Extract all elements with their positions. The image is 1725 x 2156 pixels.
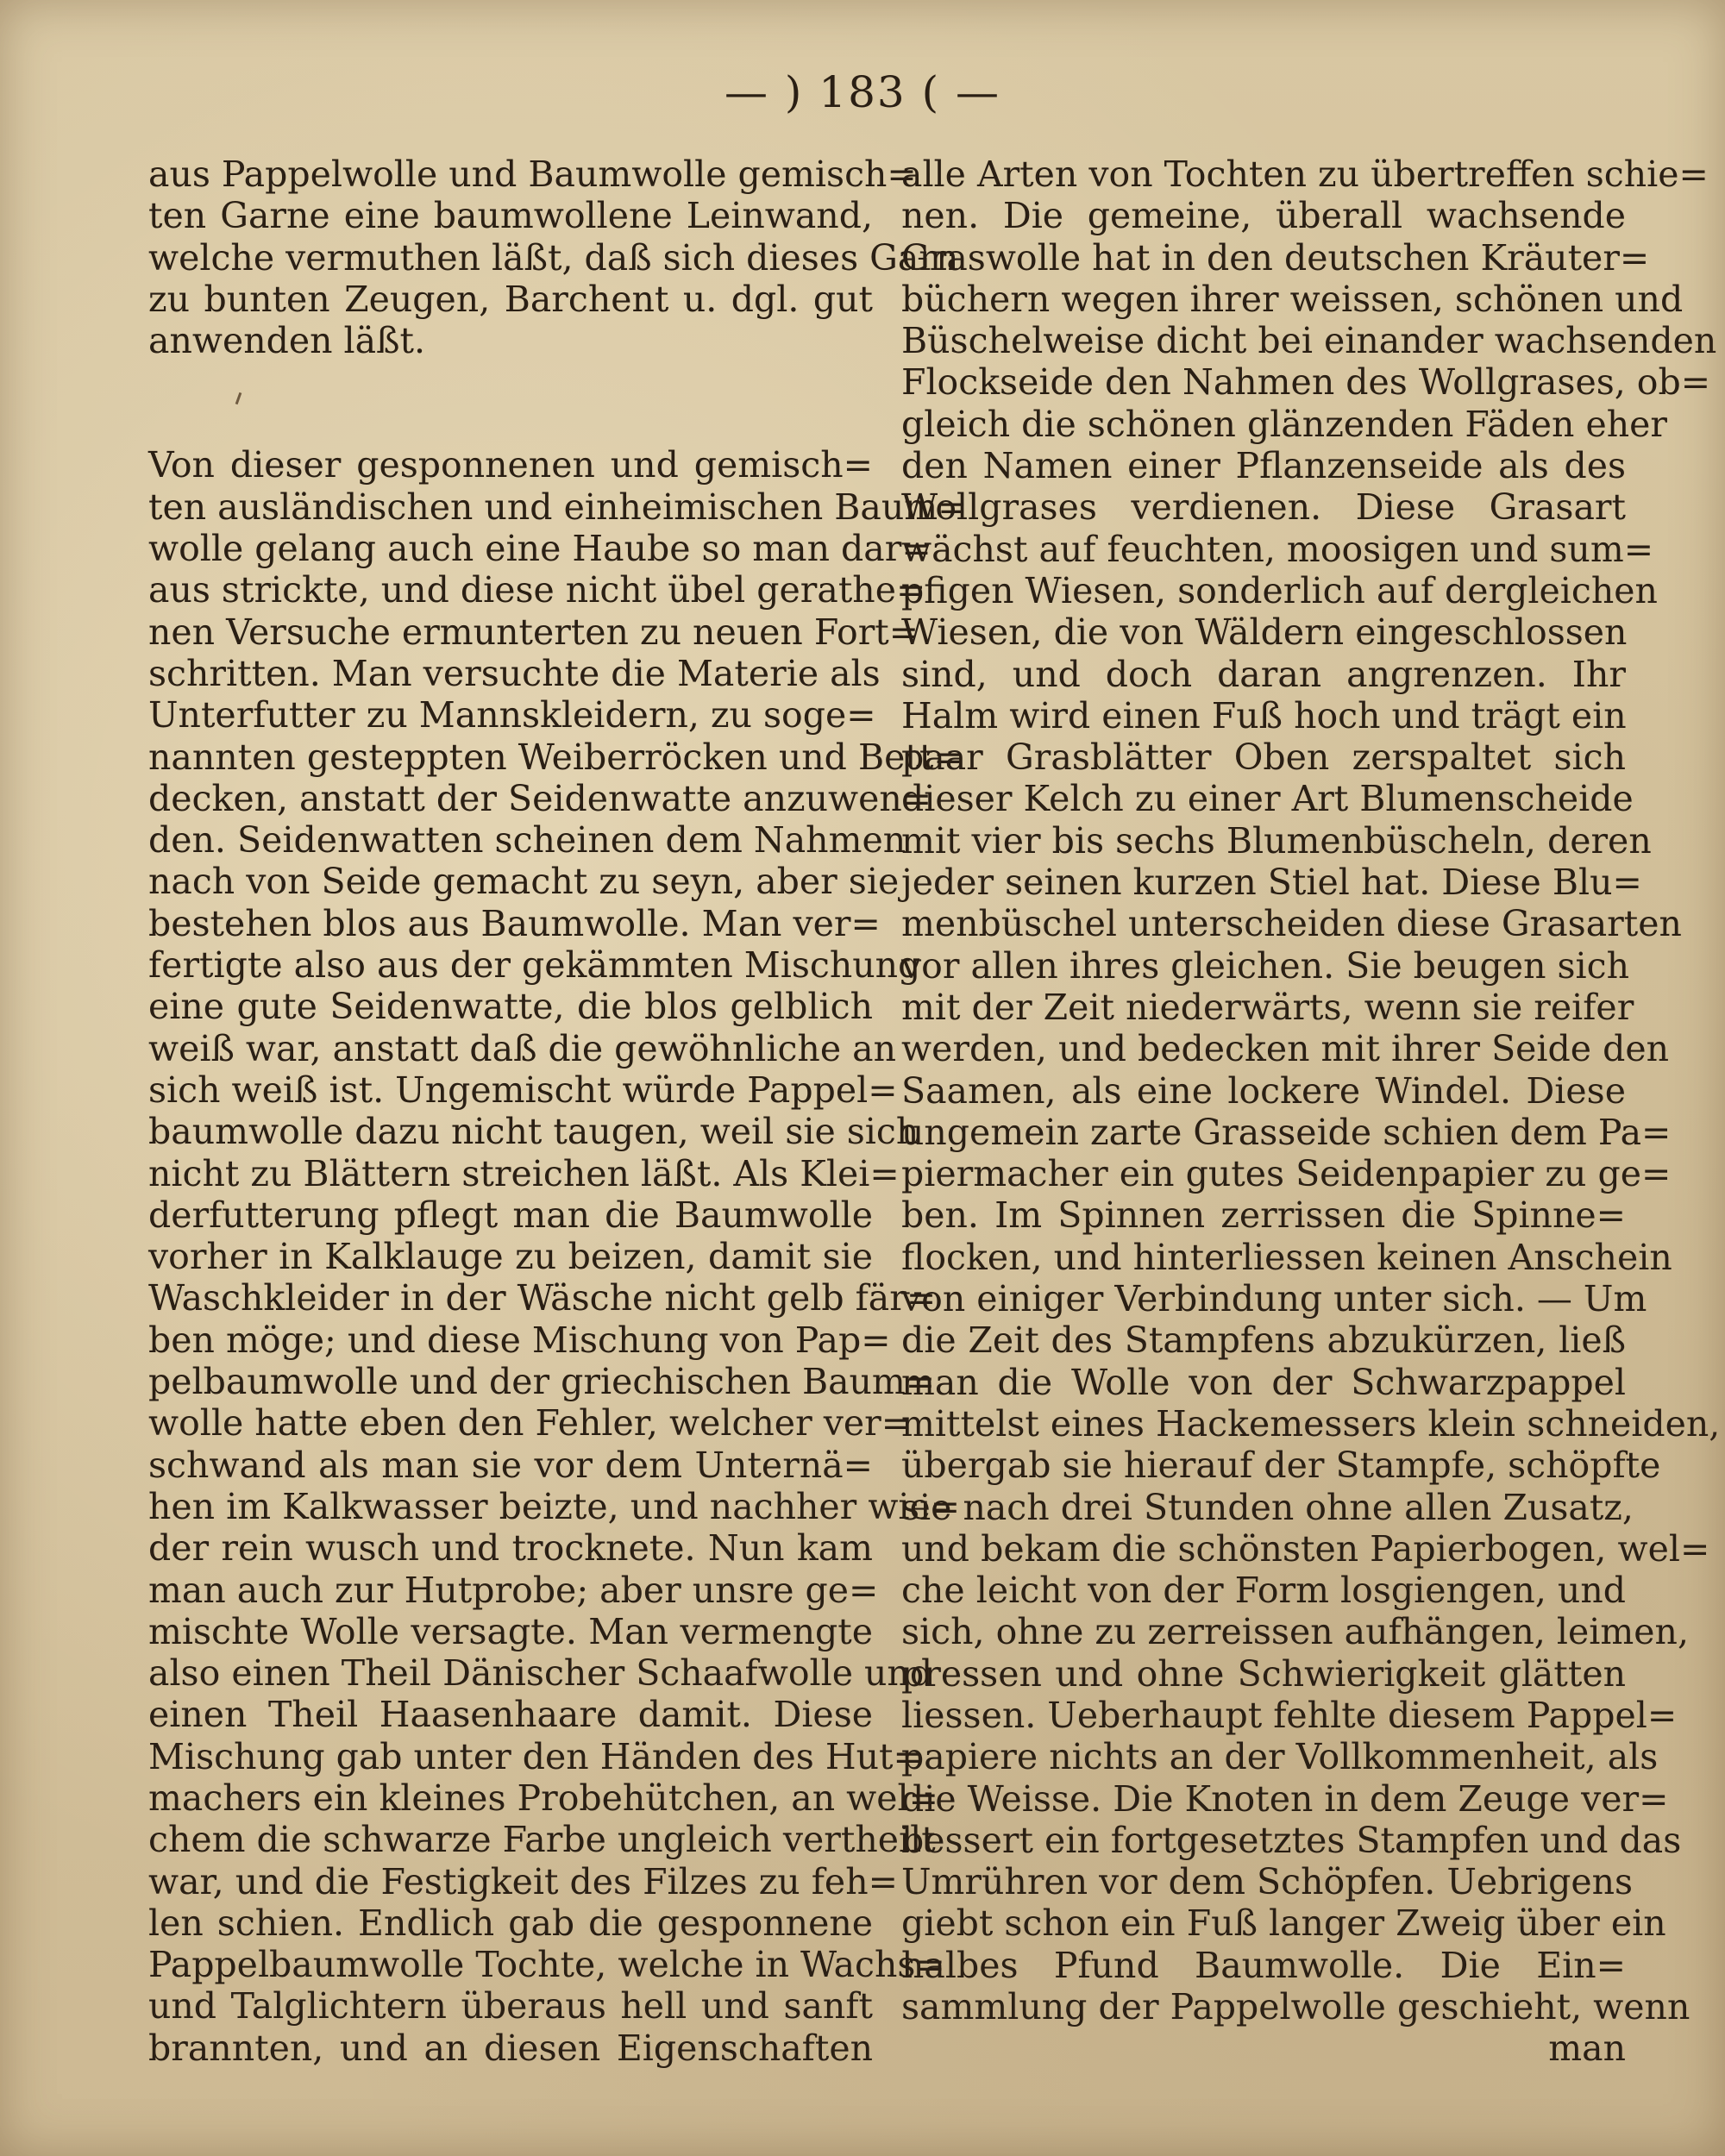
page-header: — ) 183 ( — [724,67,1001,117]
text-line: Umrühren vor dem Schöpfen. Uebrigens [901,1861,1634,1903]
text-line: hen im Kalkwasser beizte, und nachher wie= [148,1485,961,1527]
text-line: nannten gesteppten Weiberröcken und Bett= [148,736,963,778]
text-line: wolle hatte eben den Fehler, welcher ver= [148,1402,912,1445]
catchword: man [1548,2028,1626,2070]
text-line: Wollgrases verdienen. Diese Grasart [901,486,1626,529]
text-line: Halm wird einen Fuß hoch und trägt ein [901,694,1627,736]
text-line: aus strickte, und diese nicht übel gerathe= [148,569,926,611]
text-line: Waschkleider in der Wäsche nicht gelb fär= [148,1277,937,1319]
text-line: übergab sie hierauf der Stampfe, schöpfte [901,1445,1661,1487]
text-line: Saamen, als eine lockere Windel. Diese [901,1069,1626,1112]
text-line: halbes Pfund Baumwolle. Die Ein= [901,1944,1626,1986]
text-line: werden, und bedecken mit ihrer Seide den [901,1028,1669,1070]
text-line: die Zeit des Stampfens abzukürzen, ließ [901,1319,1626,1362]
text-line: papiere nichts an der Vollkommenheit, als [901,1736,1659,1778]
text-line: sich weiß ist. Ungemischt würde Pappel= [148,1069,898,1111]
text-line: mit der Zeit niederwärts, wenn sie reifer [901,986,1634,1028]
text-line: chem die schwarze Farbe ungleich vertheilt [148,1819,936,1861]
text-line: liessen. Ueberhaupt fehlte diesem Pappel= [901,1694,1678,1736]
text-line: gleich die schönen glänzenden Fäden eher [901,403,1668,445]
text-line: pressen und ohne Schwierigkeit glätten [901,1652,1626,1695]
text-line: pelbaumwolle und der griechischen Baum= [148,1361,936,1403]
text-line: einen Theil Haasenhaare damit. Diese [148,1694,873,1736]
text-line: sind, und doch daran angrenzen. Ihr [901,653,1626,695]
text-line: zu bunten Zeugen, Barchent u. dgl. gut [148,278,873,320]
text-line: welche vermuthen läßt, daß sich dieses Garn [148,236,959,279]
text-line: len schien. Endlich gab die gesponnene [148,1902,873,1944]
text-line: bessert ein fortgesetztes Stampfen und das [901,1819,1682,1861]
text-line: den. Seidenwatten scheinen dem Nahmen [148,819,906,862]
text-line: baumwolle dazu nicht taugen, weil sie sich [148,1111,919,1153]
text-line: Flockseide den Nahmen des Wollgrases, ob= [901,361,1711,404]
text-line: mittelst eines Hackemessers klein schneiden, [901,1402,1721,1445]
text-line: wächst auf feuchten, moosigen und sum= [901,528,1654,570]
paragraph-1 [148,154,959,362]
text-line: von einiger Verbindung unter sich. — Um [901,1278,1647,1320]
text-line: und Talglichtern überaus hell und sanft [148,1985,873,2028]
text-line: nen Versuche ermunterten zu neuen Fort= [148,611,919,653]
text-line: Mischung gab unter den Händen des Hut= [148,1735,923,1777]
right-column-text [901,154,1721,2028]
text-line: schritten. Man versuchte die Materie als [148,652,881,694]
text-line: Büschelweise dicht bei einander wachsenden [901,320,1717,362]
text-line: man die Wolle von der Schwarzpappel [901,1361,1626,1403]
text-line: Unterfutter zu Mannskleidern, zu soge= [148,694,876,736]
text-line: alle Arten von Tochten zu übertreffen schie= [901,154,1709,195]
text-line: nen. Die gemeine, überall wachsende [901,195,1626,237]
text-line: fertigte also aus der gekämmten Mischung [148,944,921,987]
text-line: sammlung der Pappelwolle geschieht, wenn [901,1986,1690,2028]
text-line: Von dieser gesponnenen und gemisch= [148,444,873,486]
text-line: weiß war, anstatt daß die gewöhnliche an [148,1027,896,1069]
text-line: also einen Theil Dänischer Schaafwolle und [148,1652,933,1695]
right-column [901,154,1721,2070]
text-line: schwand als man sie vor dem Unternä= [148,1444,873,1486]
paragraph-2 [148,444,968,2069]
text-line: der rein wusch und trocknete. Nun kam [148,1527,873,1570]
text-line: jeder seinen kurzen Stiel hat. Diese Blu= [901,862,1642,904]
text-line: wolle gelang auch eine Haube so man dar= [148,528,932,570]
text-line: nach von Seide gemacht zu seyn, aber sie [148,861,900,903]
text-line: aus Pappelwolle und Baumwolle gemisch= [148,154,917,195]
text-line: dieser Kelch zu einer Art Blumenscheide [901,778,1634,820]
text-line: menbüschel unterscheiden diese Grasarten [901,903,1682,945]
text-line: vorher in Kalklauge zu beizen, damit sie [148,1236,873,1278]
text-line: den Namen einer Pflanzenseide als des [901,445,1626,487]
text-line: ungemein zarte Grasseide schien dem Pa= [901,1111,1672,1153]
text-line: vor allen ihres gleichen. Sie beugen sich [901,944,1630,987]
text-line: die Weisse. Die Knoten in dem Zeuge ver= [901,1777,1669,1820]
text-line: pfigen Wiesen, sonderlich auf dergleichen [901,569,1658,611]
left-column [148,154,968,2069]
text-line: flocken, und hinterliessen keinen Anschein [901,1236,1672,1278]
paragraph-gap [148,361,873,444]
text-line: Wiesen, die von Wäldern eingeschlossen [901,611,1628,654]
text-line: ten Garne eine baumwollene Leinwand, [148,195,873,237]
text-line: che leicht von der Form losgiengen, und [901,1570,1626,1612]
text-line: man auch zur Hutprobe; aber unsre ge= [148,1569,879,1611]
text-line: ben. Im Spinnen zerrissen die Spinne= [901,1194,1626,1237]
text-line: bestehen blos aus Baumwolle. Man ver= [148,902,881,944]
text-line: paar Grasblätter Oben zerspaltet sich [901,736,1626,779]
text-line: machers ein kleines Probehütchen, an wel= [148,1777,938,1819]
text-line: Pappelbaumwolle Tochte, welche in Wachs= [148,1944,945,1986]
text-line: Graswolle hat in den deutschen Kräuter= [901,236,1650,279]
text-line: ten ausländischen und einheimischen Baum= [148,486,968,528]
text-line: nicht zu Blättern streichen läßt. Als Klei= [148,1152,900,1194]
text-line: mischte Wolle versagte. Man vermengte [148,1610,873,1652]
text-line: derfutterung pflegt man die Baumwolle [148,1194,873,1236]
text-line: war, und die Festigkeit des Filzes zu feh= [148,1860,898,1902]
text-line: giebt schon ein Fuß langer Zweig über ein [901,1902,1666,1945]
text-line: brannten, und an diesen Eigenschaften [148,2027,873,2069]
text-line: und bekam die schönsten Papierbogen, wel= [901,1527,1710,1570]
text-line: sich, ohne zu zerreissen aufhängen, leimen, [901,1611,1689,1653]
text-line: ben möge; und diese Mischung von Pap= [148,1319,891,1361]
text-line: anwenden läßt. [148,320,426,362]
text-line: mit vier bis sechs Blumenbüscheln, deren [901,819,1652,862]
text-line: decken, anstatt der Seidenwatte anzuwen= [148,777,932,819]
text-line: eine gute Seidenwatte, die blos gelblich [148,986,873,1028]
text-line: büchern wegen ihrer weissen, schönen und [901,278,1684,320]
text-line: piermacher ein gutes Seidenpapier zu ge= [901,1153,1672,1195]
text-line: sie nach drei Stunden ohne allen Zusatz, [901,1486,1634,1528]
